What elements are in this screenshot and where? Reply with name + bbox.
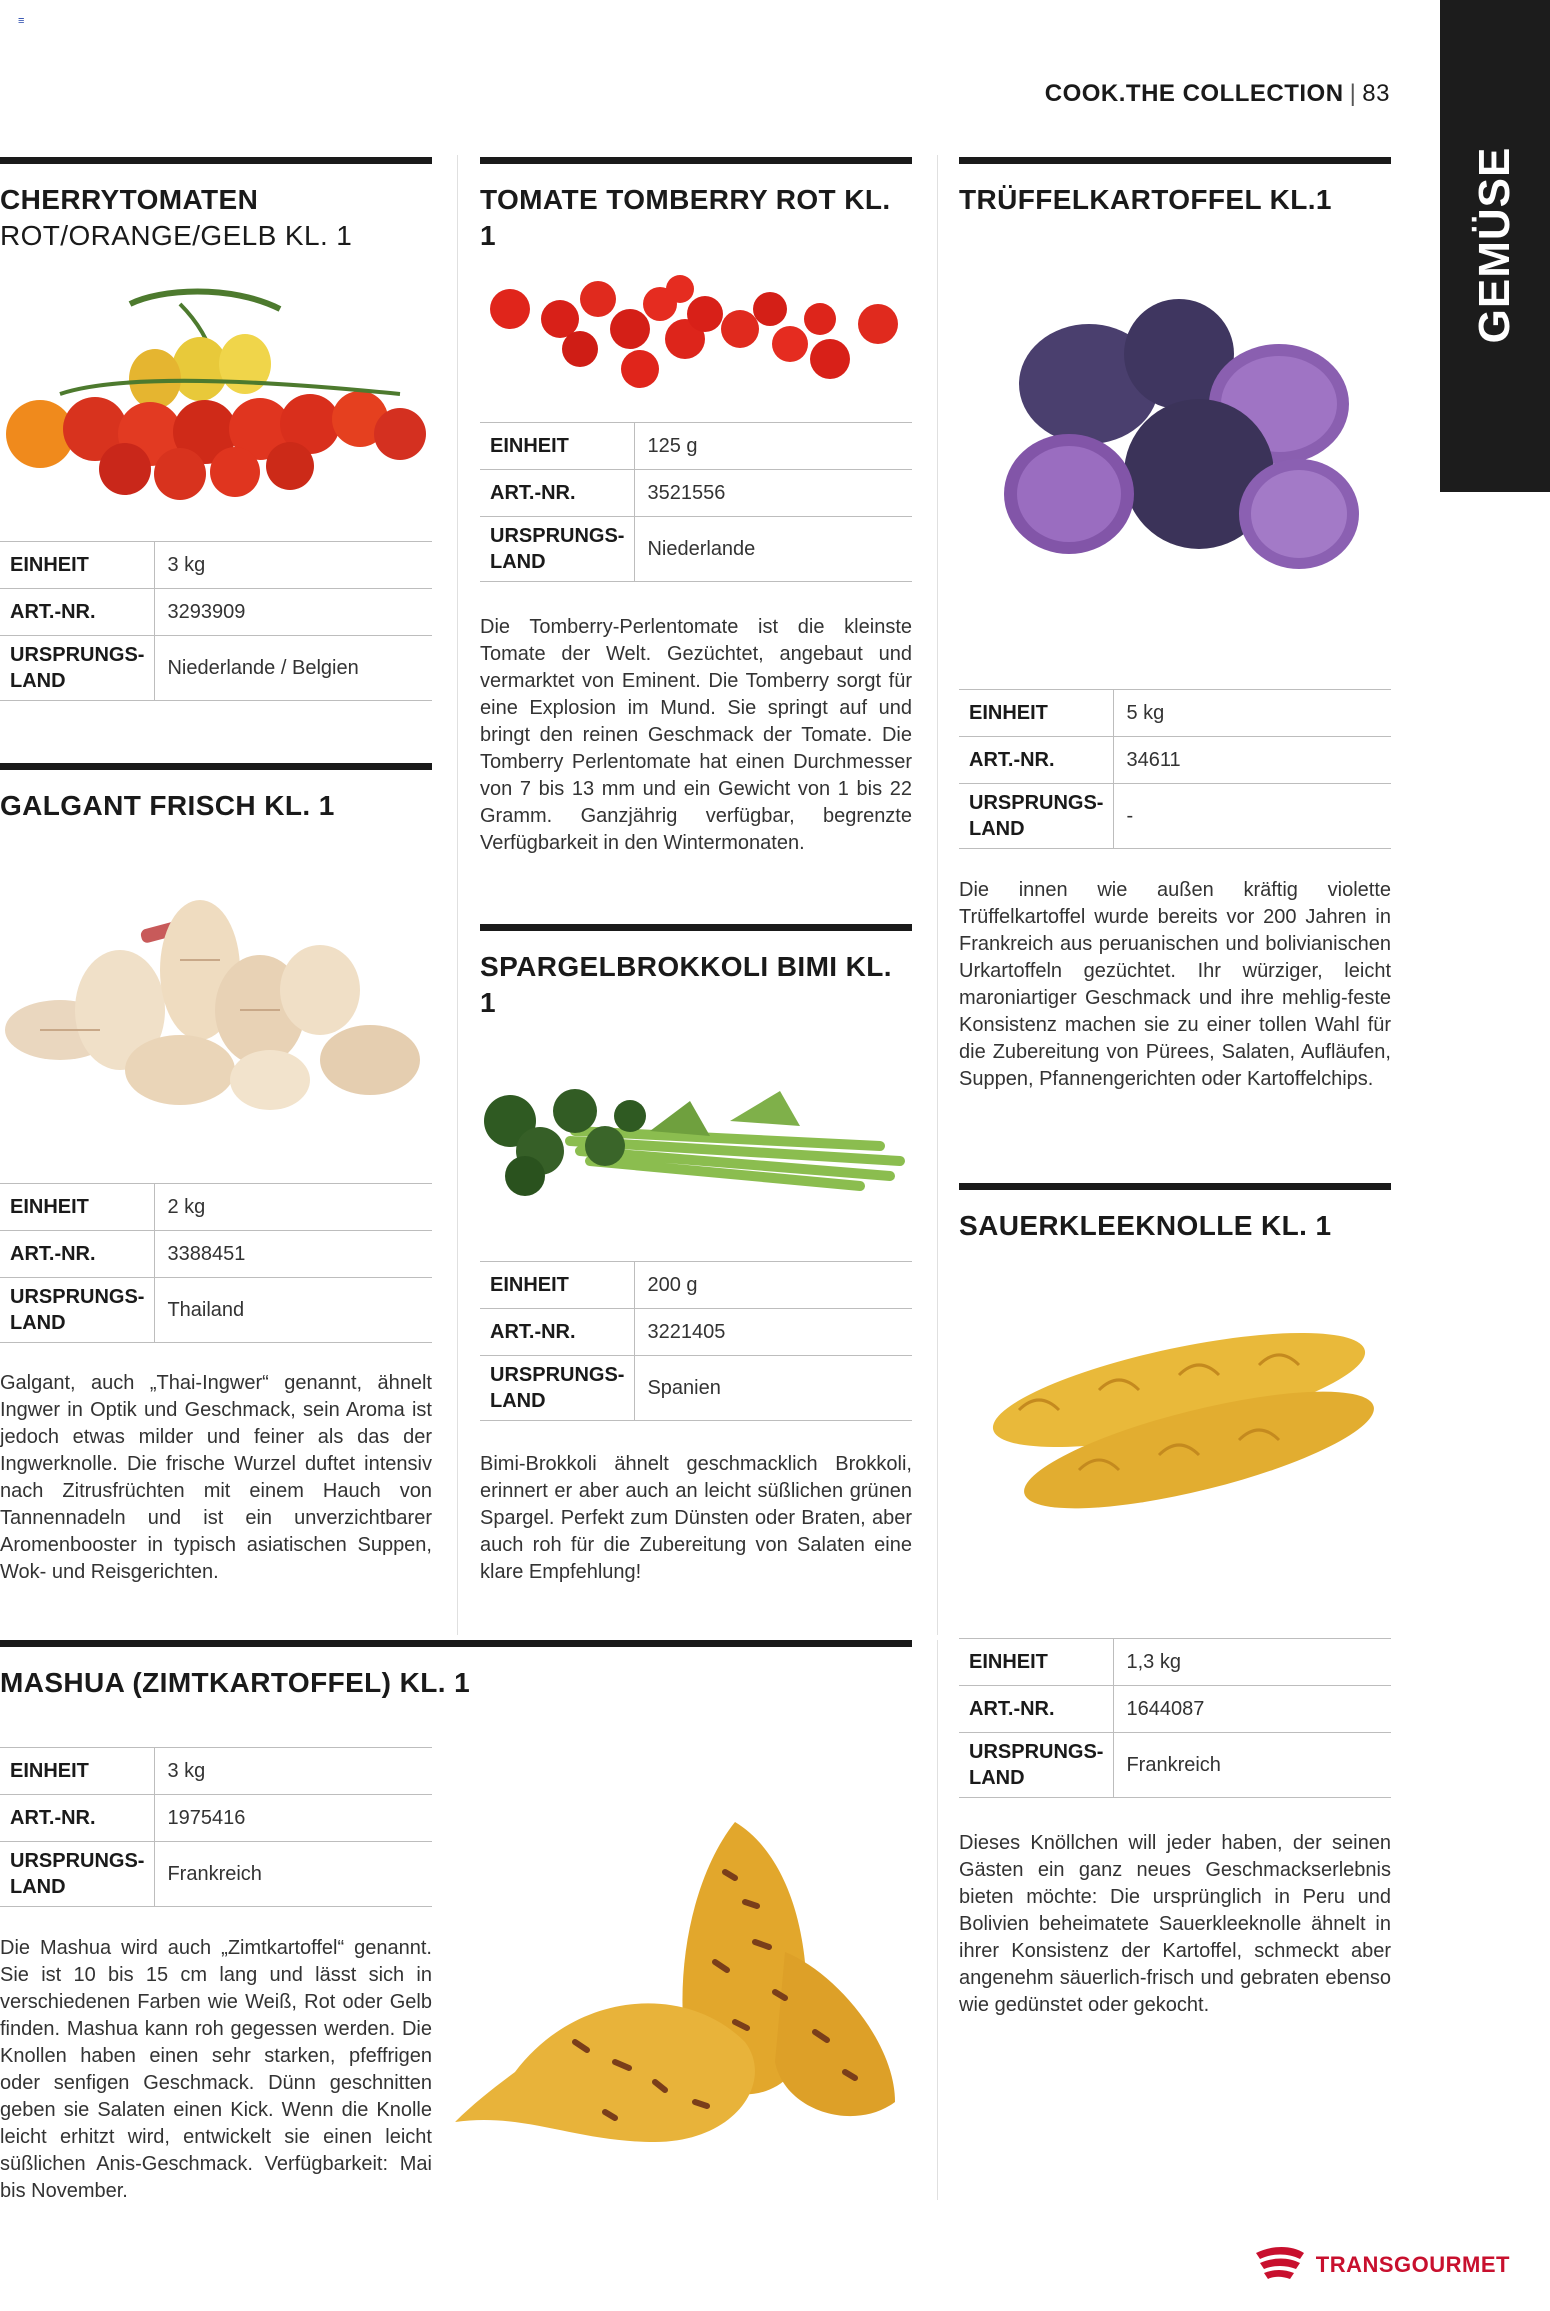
product-galgant <box>0 763 432 1590</box>
product-title: SPARGELBROKKOLI BIMI KL. 1 <box>480 951 892 1018</box>
row-key: EINHEIT <box>0 542 155 589</box>
category-label: GEMÜSE <box>1470 146 1519 344</box>
table-row <box>0 542 432 589</box>
row-key: URSPRUNGS- LAND <box>959 784 1114 849</box>
product-description: Bimi-Brokkoli ähnelt geschmacklich Brokkoli, erinnert er aber auch an leicht süßlichen grünen Spargel. Perfekt zum Dünsten oder Braten, aber auch roh für die Zubereitung von Salaten eine klare Empfehlung! <box>480 1453 912 1583</box>
product-description: Die innen wie außen kräftig violette Trüffelkartoffel wurde bereits vor 200 Jahren in Frankreich aus peruanischen und bolivianischen Urkartoffeln gezüchtet. Ihr würziger, leicht maroniartiger Geschmack und ihre mehlig-feste Konsistenz machen sie zu einer tollen Wahl für die Zubereitung von Pürees, Salaten, Aufläufen, Suppen, Pfannengerichten oder Kartoffelchips. <box>959 879 1391 1090</box>
row-value: 5 kg <box>1114 690 1391 737</box>
mashua-image <box>455 1812 915 2172</box>
galgant-image <box>0 860 432 1130</box>
row-value: 3521556 <box>635 470 912 517</box>
table-row <box>959 1733 1391 1798</box>
table-row <box>480 1309 912 1356</box>
sauerkleeknolle-info-table <box>959 1638 1391 1798</box>
product-info-table <box>0 541 432 701</box>
tomberry-image <box>480 259 912 399</box>
product-sauerkleeknolle <box>959 1183 1391 1550</box>
table-row <box>0 1184 432 1231</box>
product-title: SAUERKLEEKNOLLE KL. 1 <box>959 1210 1332 1241</box>
table-row <box>480 470 912 517</box>
table-row <box>0 1278 432 1343</box>
product-title: GALGANT FRISCH KL. 1 <box>0 790 335 821</box>
row-key: EINHEIT <box>480 423 635 470</box>
row-value: 3293909 <box>155 589 432 636</box>
row-value: Frankreich <box>1114 1733 1391 1798</box>
row-value: 2 kg <box>155 1184 432 1231</box>
row-value: 1,3 kg <box>1114 1639 1391 1686</box>
row-key: EINHEIT <box>480 1262 635 1309</box>
product-tomberry <box>480 157 912 864</box>
table-row <box>0 636 432 701</box>
table-row <box>959 1686 1391 1733</box>
collection-name: COOK.THE COLLECTION <box>1044 80 1344 107</box>
brand-logo <box>1252 2245 1510 2285</box>
row-key: URSPRUNGS- LAND <box>480 1356 635 1421</box>
product-cherrytomaten <box>0 157 432 709</box>
table-row <box>959 737 1391 784</box>
product-title: MASHUA (ZIMTKARTOFFEL) KL. 1 <box>0 1667 471 1698</box>
table-row <box>0 1231 432 1278</box>
row-key: ART.-NR. <box>480 470 635 517</box>
row-key: ART.-NR. <box>0 589 155 636</box>
table-row <box>959 690 1391 737</box>
row-value: 1644087 <box>1114 1686 1391 1733</box>
product-description: Die Mashua wird auch „Zimtkartoffel“ genannt. Sie ist 10 bis 15 cm lang und lässt sich in verschiedenen Farben wie Weiß, Rot oder Gelb finden. Mashua kann roh gegessen werden. Die Knollen haben einen sehr starken, pfeffrigen oder senfigen Geschmack. Dünn geschnitten geben sie Salaten einen Kick. Wenn die Knolle leicht erhitzt wird, entwickelt sie einen leicht süßlichen Anis-Geschmack. Verfügbarkeit: Mai bis November. <box>0 1937 432 2202</box>
row-key: ART.-NR. <box>0 1795 155 1842</box>
sauerkleeknolle-description: Dieses Knöllchen will jeder haben, der seinen Gästen ein ganz neues Geschmackserlebnis bieten möchte: Die ursprünglich in Peru und Bolivien beheimatete Sauerkleeknolle ähnelt in ihrer Konsistenz der Kartoffel, schmeckt aber angenehm säuerlich-frisch und gebraten ebenso wie gedünstet oder gekocht. <box>959 1832 1391 2016</box>
row-key: ART.-NR. <box>0 1231 155 1278</box>
product-info-table <box>0 1183 432 1343</box>
truffle-potato-image <box>999 294 1359 584</box>
product-description: Die Tomberry-Perlentomate ist die kleinste Tomate der Welt. Gezüchtet, angebaut und vermarktet von Eminent. Die Tomberry sorgt für eine Explosion im Mund. Sie springt auf und bringt den reinen Geschmack der Tomate. Die Tomberry Perlentomate hat einen Durchmesser von 7 bis 13 mm und ein Gewicht von 1 bis 22 Gramm. Ganzjährig verfügbar, begrenzte Verfügbarkeit in den Wintermonaten. <box>480 616 912 854</box>
product-subtitle: ROT/ORANGE/GELB KL. 1 <box>0 220 353 251</box>
product-description: Galgant, auch „Thai-Ingwer“ genannt, ähnelt Ingwer in Optik und Geschmack, sein Aroma ist jedoch etwas milder und feiner als das der Ingwerknolle. Die frische Wurzel duftet intensiv nach Zitrusfrüchten mit einem Hauch von Tannennadeln und ist ein unverzichtbarer Aromenbooster in typisch asiatischen Suppen, Wok- und Reisgerichten. <box>0 1372 432 1583</box>
product-info-table <box>959 689 1391 849</box>
cherry-tomatoes-image <box>0 284 432 504</box>
table-row <box>480 1262 912 1309</box>
product-title: CHERRYTOMATEN <box>0 184 259 215</box>
row-value: Thailand <box>155 1278 432 1343</box>
row-value: 1975416 <box>155 1795 432 1842</box>
row-value: Frankreich <box>155 1842 432 1907</box>
table-row <box>0 1795 432 1842</box>
column-divider <box>457 155 458 1635</box>
column-divider <box>937 155 938 1635</box>
product-info-table <box>480 422 912 582</box>
row-value: Niederlande <box>635 517 912 582</box>
table-row <box>480 517 912 582</box>
row-value: 34611 <box>1114 737 1391 784</box>
row-key: EINHEIT <box>959 1639 1114 1686</box>
oca-tuber-image <box>959 1330 1391 1520</box>
row-key: URSPRUNGS- LAND <box>480 517 635 582</box>
table-row <box>959 1639 1391 1686</box>
transgourmet-logo-icon <box>1252 2245 1308 2285</box>
row-value: 3 kg <box>155 1748 432 1795</box>
row-value: 125 g <box>635 423 912 470</box>
menu-icon[interactable]: ≡ <box>18 15 25 27</box>
row-value: 3 kg <box>155 542 432 589</box>
row-key: ART.-NR. <box>480 1309 635 1356</box>
row-key: EINHEIT <box>959 690 1114 737</box>
row-key: URSPRUNGS- LAND <box>959 1733 1114 1798</box>
row-value: 200 g <box>635 1262 912 1309</box>
bimi-broccoli-image <box>480 1051 912 1221</box>
product-mashua <box>0 1640 912 2227</box>
table-row <box>480 423 912 470</box>
row-value: 3388451 <box>155 1231 432 1278</box>
product-bimi <box>480 924 912 1611</box>
row-value: 3221405 <box>635 1309 912 1356</box>
row-key: EINHEIT <box>0 1748 155 1795</box>
table-row <box>0 589 432 636</box>
row-key: URSPRUNGS- LAND <box>0 636 155 701</box>
table-row <box>0 1842 432 1907</box>
row-value: - <box>1114 784 1391 849</box>
brand-name: TRANSGOURMET <box>1315 2252 1510 2277</box>
product-info-table <box>0 1747 432 1907</box>
product-info-table <box>480 1261 912 1421</box>
row-key: ART.-NR. <box>959 737 1114 784</box>
row-key: URSPRUNGS- LAND <box>0 1278 155 1343</box>
row-value: Spanien <box>635 1356 912 1421</box>
product-title: TRÜFFELKARTOFFEL KL.1 <box>959 184 1332 215</box>
category-tab <box>1440 0 1550 492</box>
page-number: 83 <box>1362 80 1390 107</box>
row-key: EINHEIT <box>0 1184 155 1231</box>
row-value: Niederlande / Belgien <box>155 636 432 701</box>
table-row <box>480 1356 912 1421</box>
table-row <box>0 1748 432 1795</box>
table-row <box>959 784 1391 849</box>
row-key: URSPRUNGS- LAND <box>0 1842 155 1907</box>
product-title: TOMATE TOMBERRY ROT KL. 1 <box>480 184 891 251</box>
column-divider <box>937 1640 938 2200</box>
page-header: COOK.THE COLLECTION | 83 <box>1044 80 1390 107</box>
row-key: ART.-NR. <box>959 1686 1114 1733</box>
product-trueffelkartoffel <box>959 157 1391 1104</box>
